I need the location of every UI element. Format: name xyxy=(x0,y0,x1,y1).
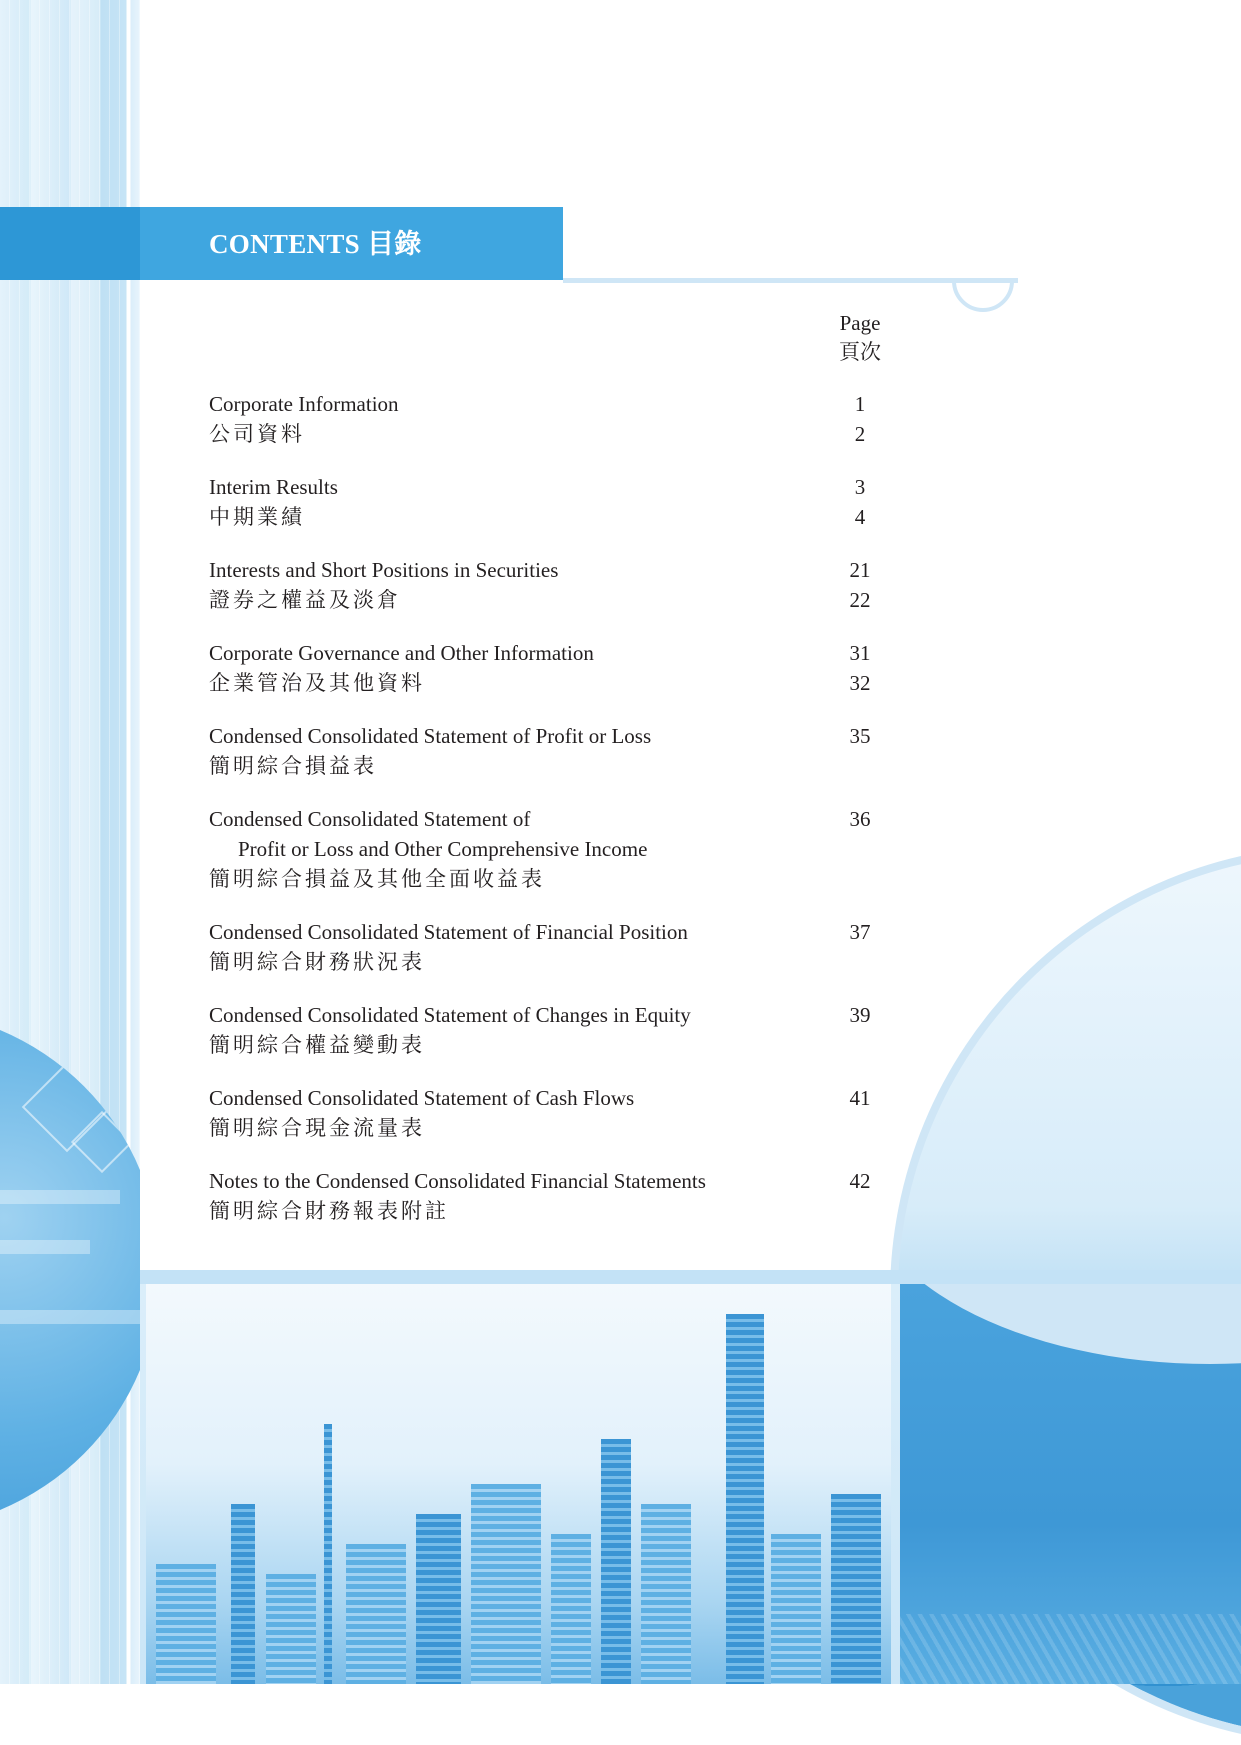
building-decoration xyxy=(416,1514,461,1684)
tower-decoration xyxy=(601,1439,631,1684)
entry-title-cn: 證券之權益及淡倉 xyxy=(209,588,401,612)
entry-page-cn: 4 xyxy=(854,505,866,529)
entry-title-en: Notes to the Condensed Consolidated Financial Statements xyxy=(209,1169,706,1193)
contents-list xyxy=(209,389,909,1249)
entry-page-en: 1 xyxy=(854,392,866,416)
entry-title-en: Condensed Consolidated Statement of Cash Flows xyxy=(209,1086,635,1110)
entry-title-en: Condensed Consolidated Statement of Changes in Equity xyxy=(209,1003,691,1027)
entry-title-en: Corporate Governance and Other Information xyxy=(209,641,594,665)
entry-page-en: 39 xyxy=(849,1003,871,1027)
building-decoration xyxy=(231,1504,255,1684)
entry-page-en: 36 xyxy=(849,807,871,831)
page-column-header xyxy=(820,309,900,367)
entry-page-cn: 32 xyxy=(849,671,871,695)
table-decoration xyxy=(0,1190,120,1204)
entry-title-en: Condensed Consolidated Statement of Profit or Loss xyxy=(209,724,652,748)
entry-title-cn: 中期業績 xyxy=(209,505,305,529)
bottom-photo-band xyxy=(140,1270,1241,1684)
entry-page-cn: 2 xyxy=(854,422,866,446)
toc-entry[interactable] xyxy=(209,804,909,894)
toc-entry[interactable] xyxy=(209,721,909,781)
entry-title-cn: 簡明綜合財務狀況表 xyxy=(209,950,425,974)
entry-title-en: Condensed Consolidated Statement of Financial Position xyxy=(209,920,688,944)
entry-title-cn: 簡明綜合現金流量表 xyxy=(209,1116,425,1140)
page-label-en: Page xyxy=(839,311,881,335)
toc-entry[interactable] xyxy=(209,917,909,977)
page-label-cn: 頁次 xyxy=(839,340,881,364)
shanghai-tower-decoration xyxy=(726,1314,764,1684)
entry-title-cn: 公司資料 xyxy=(209,422,305,446)
divider xyxy=(140,1270,1241,1284)
entry-title-en-continued: Profit or Loss and Other Comprehensive Income xyxy=(238,837,648,861)
lobby-photo xyxy=(900,1284,1241,1684)
entry-title-cn: 簡明綜合財務報表附註 xyxy=(209,1199,449,1223)
entry-page-en: 3 xyxy=(854,475,866,499)
page-title: CONTENTS 目錄 xyxy=(209,229,422,259)
trees-decoration xyxy=(898,1677,1241,1737)
toc-entry[interactable] xyxy=(209,1000,909,1060)
entry-page-en: 42 xyxy=(849,1169,871,1193)
toc-entry[interactable] xyxy=(209,638,909,698)
toc-entry[interactable] xyxy=(209,472,909,532)
tv-tower-decoration xyxy=(324,1424,332,1684)
entry-title-en: Interests and Short Positions in Securities xyxy=(209,558,559,582)
building-decoration xyxy=(831,1494,881,1684)
arc-decoration xyxy=(900,1284,1241,1364)
floor-decoration xyxy=(900,1614,1241,1684)
table-decoration xyxy=(0,1310,150,1324)
entry-title-en: Corporate Information xyxy=(209,392,399,416)
skyline-photo xyxy=(146,1284,891,1684)
entry-title-en: Interim Results xyxy=(209,475,338,499)
entry-page-en: 31 xyxy=(849,641,871,665)
building-decoration xyxy=(266,1574,316,1684)
entry-title-cn: 簡明綜合權益變動表 xyxy=(209,1033,425,1057)
entry-title-cn: 簡明綜合損益表 xyxy=(209,754,377,778)
building-decoration xyxy=(551,1534,591,1684)
toc-entry[interactable] xyxy=(209,389,909,449)
entry-title-en: Condensed Consolidated Statement of xyxy=(209,807,531,831)
toc-entry[interactable] xyxy=(209,555,909,615)
header-band-shade xyxy=(0,207,140,280)
entry-page-cn: 22 xyxy=(849,588,871,612)
toc-entry[interactable] xyxy=(209,1083,909,1143)
entry-title-cn: 企業管治及其他資料 xyxy=(209,671,425,695)
building-decoration xyxy=(771,1534,821,1684)
building-decoration xyxy=(641,1504,691,1684)
entry-page-en: 37 xyxy=(849,920,871,944)
entry-title-cn: 簡明綜合損益及其他全面收益表 xyxy=(209,867,545,891)
entry-page-en: 35 xyxy=(849,724,871,748)
building-decoration xyxy=(156,1564,216,1684)
entry-page-en: 21 xyxy=(849,558,871,582)
header-rule xyxy=(563,278,1018,283)
building-decoration xyxy=(346,1544,406,1684)
table-decoration xyxy=(0,1240,90,1254)
toc-entry[interactable] xyxy=(209,1166,909,1226)
building-decoration xyxy=(471,1484,541,1684)
entry-page-en: 41 xyxy=(849,1086,871,1110)
